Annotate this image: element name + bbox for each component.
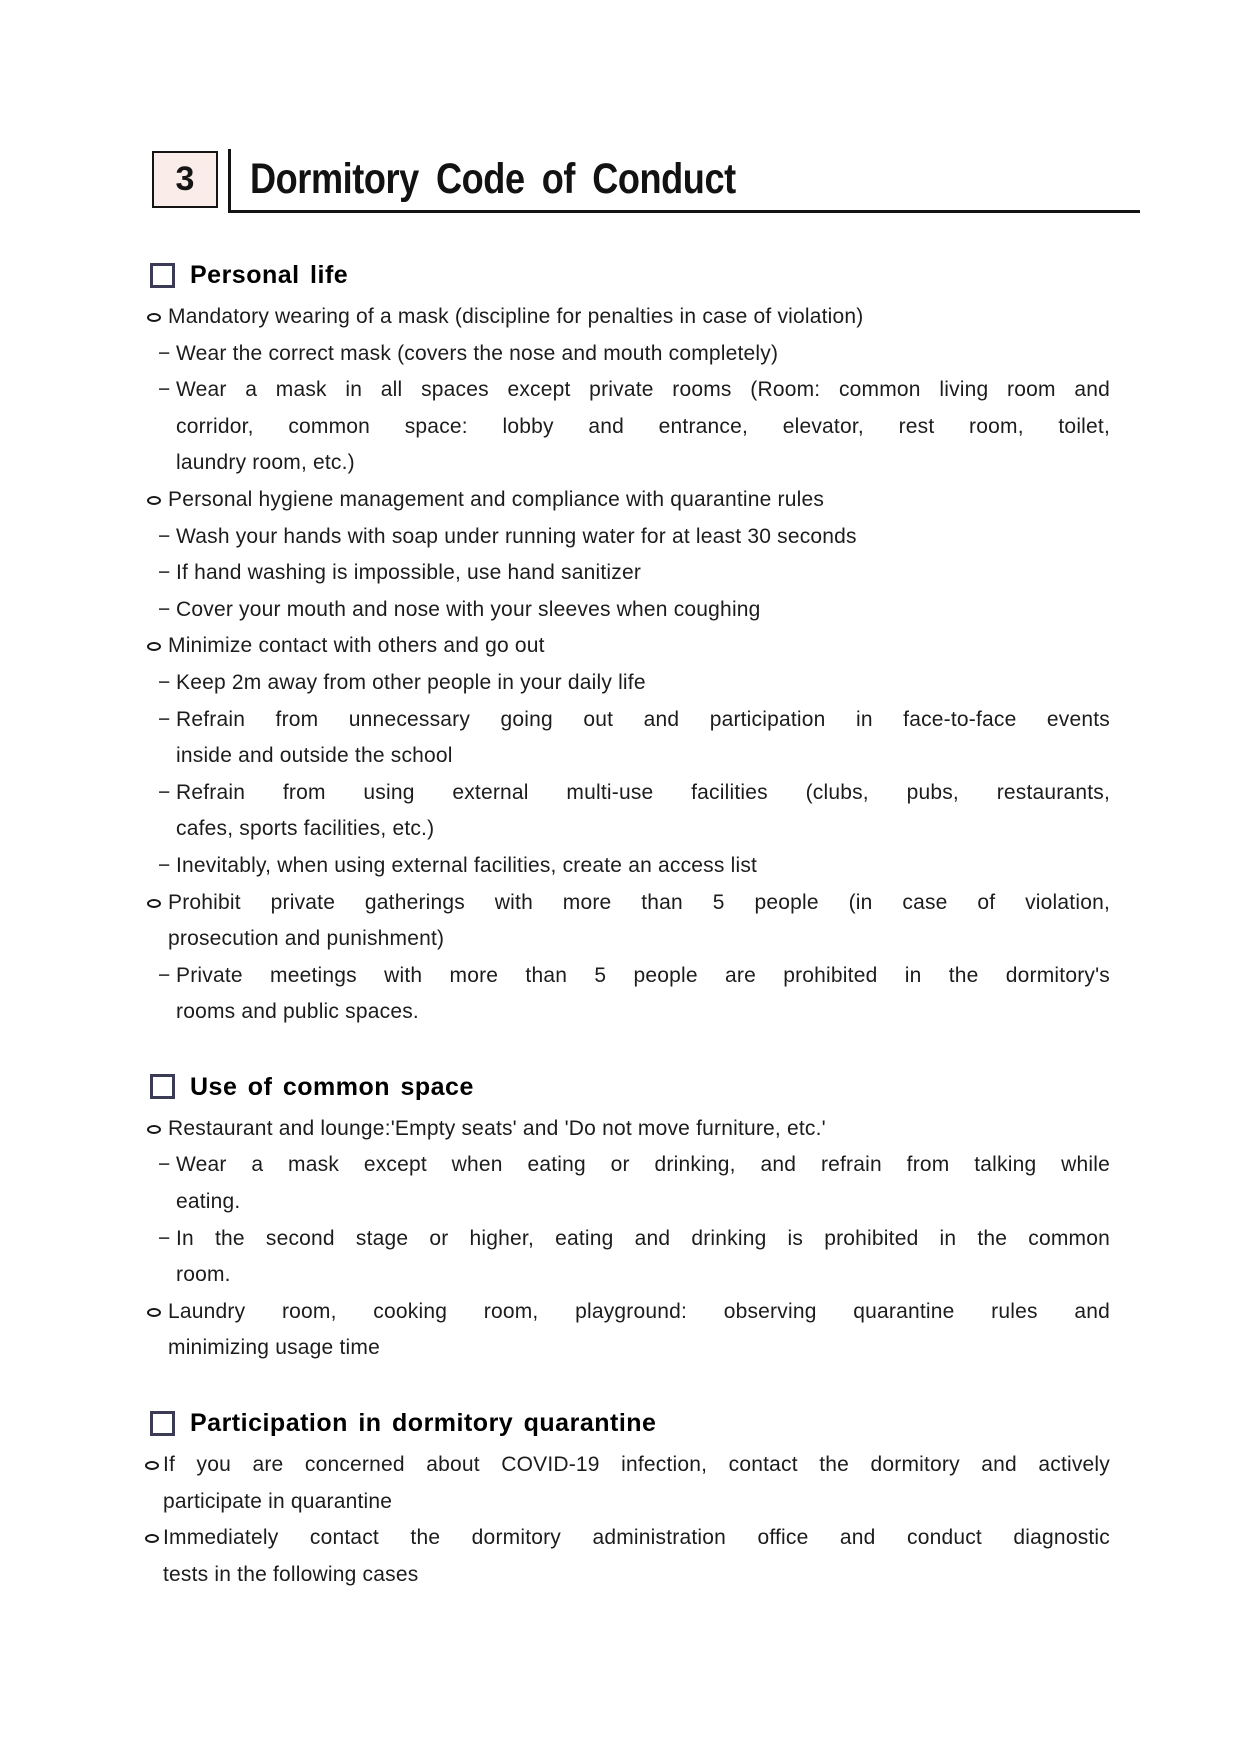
list-item bbox=[150, 299, 1110, 336]
text-line: rooms and public spaces. bbox=[176, 1000, 419, 1024]
circle-bullet-icon bbox=[147, 1308, 161, 1317]
dash-bullet-icon: − bbox=[158, 670, 171, 694]
text-line: Minimize contact with others and go out bbox=[168, 634, 545, 658]
list-item bbox=[150, 885, 1110, 958]
text-line: If hand washing is impossible, use hand sanitizer bbox=[176, 561, 642, 585]
vertical-rule bbox=[228, 149, 231, 213]
section-number-badge bbox=[152, 151, 218, 208]
text-line: Mandatory wearing of a mask (discipline for penalties in case of violation) bbox=[168, 305, 864, 328]
text-line: Wear a mask except when eating or drinking, and refrain from talking while bbox=[176, 1153, 1110, 1177]
text-line: eating. bbox=[176, 1190, 241, 1214]
dash-bullet-icon: − bbox=[158, 853, 171, 877]
document-title: Dormitory Code of Conduct bbox=[250, 155, 736, 203]
text-line: Inevitably, when using external facilities, create an access list bbox=[176, 853, 758, 877]
document-header bbox=[152, 151, 1142, 208]
text-line: Cover your mouth and nose with your sleeves when coughing bbox=[176, 597, 761, 621]
list-item bbox=[150, 555, 1110, 592]
dash-bullet-icon: − bbox=[158, 378, 171, 402]
list-item bbox=[150, 848, 1110, 885]
section-heading bbox=[150, 1405, 1110, 1441]
section-heading-text: Personal life bbox=[190, 260, 349, 289]
text-line: cafes, sports facilities, etc.) bbox=[176, 817, 435, 841]
circle-bullet-icon bbox=[147, 496, 161, 505]
list-item bbox=[150, 702, 1110, 775]
text-line: prosecution and punishment) bbox=[168, 927, 445, 951]
list-item bbox=[150, 519, 1110, 556]
list-item bbox=[150, 1294, 1110, 1367]
list-item bbox=[150, 958, 1110, 1031]
dash-bullet-icon: − bbox=[158, 561, 171, 585]
dash-bullet-icon: − bbox=[158, 524, 171, 548]
text-line: Wash your hands with soap under running water for at least 30 seconds bbox=[176, 524, 857, 548]
text-line: If you are concerned about COVID-19 infection, contact the dormitory and actively bbox=[163, 1453, 1110, 1477]
circle-bullet-icon bbox=[147, 313, 161, 322]
circle-bullet-icon bbox=[147, 899, 161, 908]
text-line: corridor, common space: lobby and entrance, elevator, rest room, toilet, bbox=[176, 414, 1110, 438]
text-line: inside and outside the school bbox=[176, 744, 453, 768]
list-item bbox=[150, 372, 1110, 482]
dash-bullet-icon: − bbox=[158, 1226, 171, 1250]
dash-bullet-icon: − bbox=[158, 597, 171, 621]
square-bullet-icon bbox=[150, 1411, 175, 1436]
dash-bullet-icon: − bbox=[158, 707, 171, 731]
list-item bbox=[150, 592, 1110, 629]
text-line: Refrain from using external multi-use facilities (clubs, pubs, restaurants, bbox=[176, 780, 1110, 804]
circle-bullet-icon bbox=[147, 1125, 161, 1134]
text-line: room. bbox=[176, 1263, 231, 1287]
text-line: tests in the following cases bbox=[163, 1562, 419, 1586]
list-item bbox=[150, 1447, 1110, 1520]
text-line: participate in quarantine bbox=[163, 1489, 393, 1513]
section-heading bbox=[150, 257, 1110, 293]
text-line: minimizing usage time bbox=[168, 1336, 380, 1360]
list-item bbox=[150, 665, 1110, 702]
list-item bbox=[150, 1520, 1110, 1593]
text-line: Wear the correct mask (covers the nose and mouth completely) bbox=[176, 341, 779, 365]
section-heading bbox=[150, 1069, 1110, 1105]
list-item bbox=[150, 628, 1110, 665]
text-line: Restaurant and lounge:'Empty seats' and 'Do not move furniture, etc.' bbox=[168, 1116, 826, 1140]
dash-bullet-icon: − bbox=[158, 341, 171, 365]
text-line: Refrain from unnecessary going out and participation in face-to-face events bbox=[176, 707, 1110, 731]
square-bullet-icon bbox=[150, 1074, 175, 1099]
circle-bullet-icon bbox=[145, 1461, 159, 1470]
text-line: Personal hygiene management and compliance with quarantine rules bbox=[168, 487, 825, 511]
dash-bullet-icon: − bbox=[158, 963, 171, 987]
document-sections bbox=[150, 257, 1110, 1593]
list-item bbox=[150, 1147, 1110, 1220]
text-line: laundry room, etc.) bbox=[176, 451, 355, 475]
circle-bullet-icon bbox=[147, 642, 161, 651]
list-item bbox=[150, 1221, 1110, 1294]
text-line: Immediately contact the dormitory administration office and conduct diagnostic bbox=[163, 1526, 1110, 1550]
square-bullet-icon bbox=[150, 263, 175, 288]
text-line: In the second stage or higher, eating and drinking is prohibited in the common bbox=[176, 1226, 1110, 1250]
section-heading-text: Use of common space bbox=[190, 1072, 474, 1101]
circle-bullet-icon bbox=[145, 1534, 159, 1543]
title-underline-rule bbox=[228, 210, 1140, 213]
list-item bbox=[150, 775, 1110, 848]
section-heading-text: Participation in dormitory quarantine bbox=[190, 1408, 657, 1437]
text-line: Keep 2m away from other people in your daily life bbox=[176, 670, 646, 694]
dash-bullet-icon: − bbox=[158, 1153, 171, 1177]
text-line: Laundry room, cooking room, playground: observing quarantine rules and bbox=[168, 1299, 1110, 1323]
section-number: 3 bbox=[175, 160, 195, 198]
list-item bbox=[150, 482, 1110, 519]
text-line: Private meetings with more than 5 people are prohibited in the dormitory's bbox=[176, 963, 1110, 987]
dash-bullet-icon: − bbox=[158, 780, 171, 804]
text-line: Prohibit private gatherings with more than 5 people (in case of violation, bbox=[168, 890, 1110, 914]
list-item bbox=[150, 1111, 1110, 1148]
list-item bbox=[150, 336, 1110, 373]
text-line: Wear a mask in all spaces except private rooms (Room: common living room and bbox=[176, 378, 1110, 402]
